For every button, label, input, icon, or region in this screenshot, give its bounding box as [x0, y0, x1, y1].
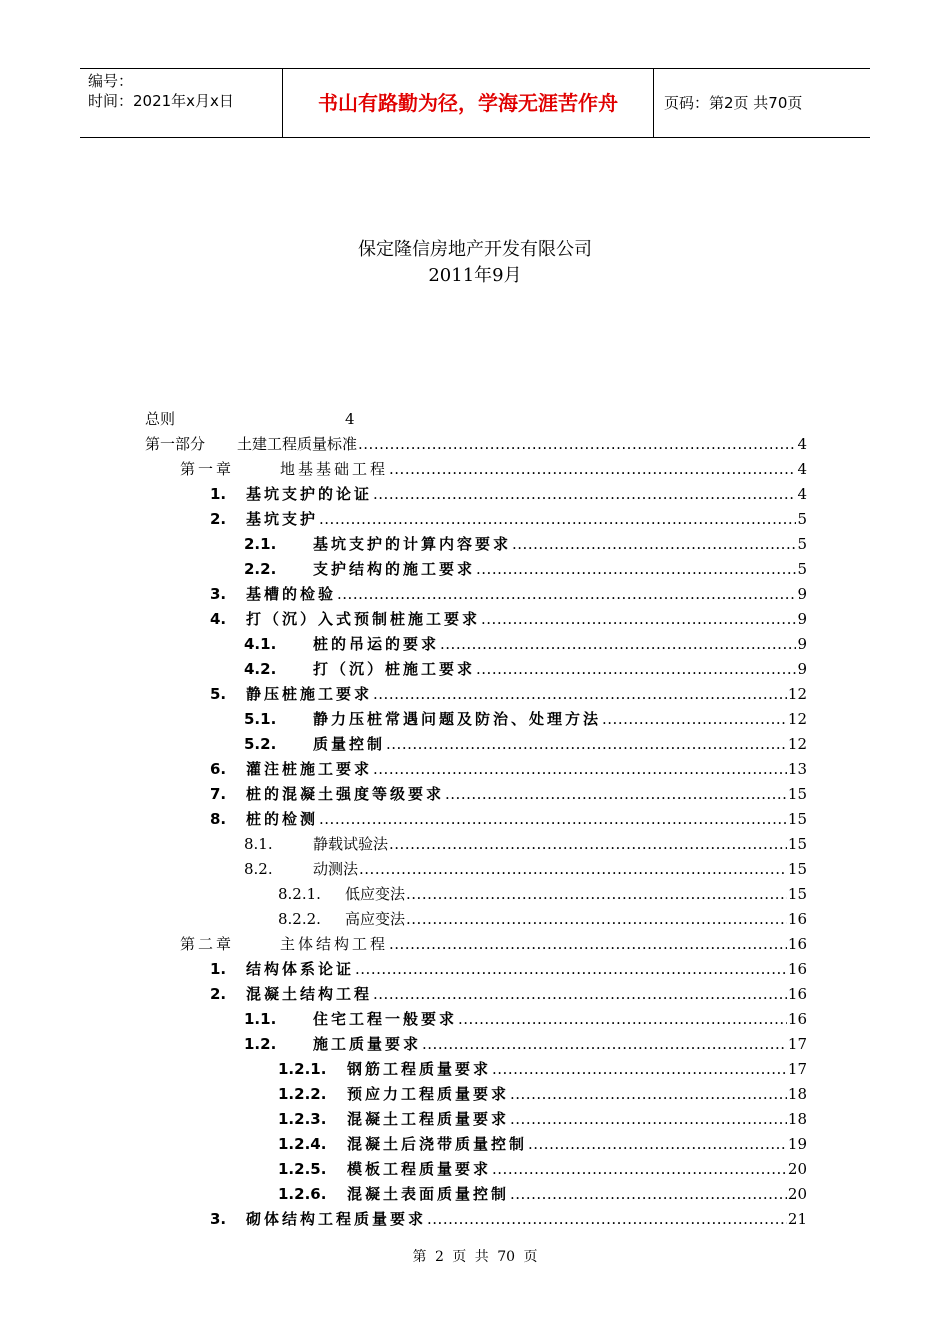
toc-number: 1.2.1.: [278, 1060, 327, 1078]
toc-title: 混凝土后浇带质量控制: [347, 1135, 528, 1153]
toc-number: 8.2.: [244, 860, 273, 878]
document-date: 2011年9月: [428, 265, 522, 286]
toc-number: 1.: [210, 960, 227, 978]
toc-title: 静力压桩常遇问题及防治、处理方法: [313, 710, 602, 728]
toc-title: 模板工程质量要求: [347, 1160, 492, 1178]
toc-title: 主体结构工程: [280, 935, 389, 953]
toc-number: 2.1.: [244, 535, 277, 553]
header-meta: [80, 69, 283, 137]
toc-leader: [427, 1208, 787, 1230]
toc-entry[interactable]: [210, 583, 807, 605]
toc-title: 施工质量要求: [313, 1035, 422, 1053]
toc-title: 基坑支护的计算内容要求: [313, 535, 512, 553]
toc-page: 15: [787, 835, 807, 853]
toc-entry[interactable]: [210, 608, 807, 630]
toc-leader: [422, 1033, 787, 1055]
toc-leader: [476, 558, 796, 580]
toc-title: 动测法: [313, 860, 359, 878]
toc-number: 1.2.6.: [278, 1185, 327, 1203]
toc-title: 静压桩施工要求: [246, 685, 373, 703]
toc-leader: [492, 1158, 787, 1180]
toc-number: 3.: [210, 1210, 227, 1228]
toc-title: 住宅工程一般要求: [313, 1010, 458, 1028]
code-label: 编号：: [88, 72, 134, 90]
toc-title: 地基基础工程: [280, 460, 389, 478]
toc-leader: [445, 783, 787, 805]
toc-title: 混凝土工程质量要求: [347, 1110, 510, 1128]
toc-number: 7.: [210, 785, 227, 803]
toc-entry[interactable]: [210, 783, 807, 805]
toc-page: 4: [797, 435, 807, 453]
toc-page: 16: [787, 960, 807, 978]
toc-title: 结构体系论证: [246, 960, 355, 978]
toc-title: 质量控制: [313, 735, 386, 753]
toc-title: 桩的吊运的要求: [313, 635, 440, 653]
toc-entry[interactable]: [244, 708, 807, 730]
company-name: 保定隆信房地产开发有限公司: [358, 239, 592, 260]
toc-leader: [389, 458, 796, 480]
toc-entry[interactable]: [180, 458, 807, 480]
toc-number: 2.: [210, 985, 227, 1003]
toc-number: 1.2.3.: [278, 1110, 327, 1128]
toc-page: 13: [787, 760, 807, 778]
toc-title: 预应力工程质量要求: [347, 1085, 510, 1103]
toc-title: 桩的混凝土强度等级要求: [246, 785, 445, 803]
toc-number: 1.2.: [244, 1035, 277, 1053]
toc-entry[interactable]: [210, 983, 807, 1005]
toc-page: 4: [797, 460, 807, 478]
toc-page: 16: [787, 910, 807, 928]
toc-number: 1.: [210, 485, 227, 503]
toc-entry[interactable]: [210, 958, 807, 980]
toc-leader: [602, 708, 787, 730]
toc-page: 16: [787, 935, 807, 953]
toc-title: 基坑支护: [246, 510, 319, 528]
toc-leader: [440, 633, 796, 655]
toc-leader: [406, 883, 787, 905]
toc-page: 19: [787, 1135, 807, 1153]
toc-title: 静载试验法: [313, 835, 389, 853]
toc-entry[interactable]: [278, 1083, 807, 1105]
toc-entry[interactable]: [210, 683, 807, 705]
toc-number: 8.: [210, 810, 227, 828]
toc-leader: [406, 908, 787, 930]
toc-page: 5: [797, 510, 807, 528]
toc-number: 第一部分: [145, 435, 206, 453]
toc-page: 16: [787, 1010, 807, 1028]
toc-leader: [510, 1108, 787, 1130]
toc-number: 2.: [210, 510, 227, 528]
toc-title: 打（沉）入式预制桩施工要求: [246, 610, 481, 628]
toc-entry[interactable]: [244, 1033, 807, 1055]
toc-leader: [528, 1133, 787, 1155]
toc-page: 21: [787, 1210, 807, 1228]
toc-number: 2.2.: [244, 560, 277, 578]
page-footer: 第 2 页 共 70 页: [412, 1249, 538, 1265]
toc-number: 1.1.: [244, 1010, 277, 1028]
toc-entry[interactable]: [145, 433, 807, 455]
toc-number: 3.: [210, 585, 227, 603]
toc-leader: [510, 1083, 787, 1105]
toc-number: 5.1.: [244, 710, 277, 728]
toc-leader: [319, 808, 787, 830]
toc-number: 4.1.: [244, 635, 277, 653]
toc-entry[interactable]: [278, 1108, 807, 1130]
toc-title: 混凝土表面质量控制: [347, 1185, 510, 1203]
toc-number: 1.2.4.: [278, 1135, 327, 1153]
toc-leader: [359, 858, 787, 880]
toc-title: 基槽的检验: [246, 585, 337, 603]
toc-leader: [373, 758, 787, 780]
toc-leader: [492, 1058, 787, 1080]
toc-number: 6.: [210, 760, 227, 778]
toc-number: 第二章: [180, 935, 235, 953]
header-motto: 书山有路勤为径，学海无涯苦作舟: [283, 69, 654, 137]
toc-entry[interactable]: [278, 908, 807, 930]
toc-leader: [373, 983, 787, 1005]
toc-leader: [389, 833, 787, 855]
toc-number: 8.2.2.: [278, 910, 321, 928]
toc-leader: [386, 733, 787, 755]
toc-number: 4.: [210, 610, 227, 628]
toc-title: 土建工程质量标准: [237, 435, 358, 453]
toc-page: 18: [787, 1110, 807, 1128]
toc-page: 15: [787, 885, 807, 903]
toc-entry[interactable]: [244, 658, 807, 680]
header-page-info: 页码：第2页 共70页: [664, 94, 803, 112]
toc-number: 5.2.: [244, 735, 277, 753]
toc-number: 第一章: [180, 460, 235, 478]
toc-page: 9: [797, 660, 807, 678]
toc-title: 钢筋工程质量要求: [347, 1060, 492, 1078]
toc-entry[interactable]: [210, 1208, 807, 1230]
toc-page: 12: [787, 735, 807, 753]
toc-page: 18: [787, 1085, 807, 1103]
toc-title: 基坑支护的论证: [246, 485, 373, 503]
toc-page: 5: [797, 535, 807, 553]
toc-page: 17: [787, 1060, 807, 1078]
toc-number: 1.2.2.: [278, 1085, 327, 1103]
toc-entry[interactable]: [244, 833, 807, 855]
toc-entry[interactable]: [244, 1008, 807, 1030]
toc-entry[interactable]: [210, 758, 807, 780]
toc-leader: [389, 933, 787, 955]
toc-number: 8.2.1.: [278, 885, 321, 903]
toc-page: 9: [797, 585, 807, 603]
toc-page: 5: [797, 560, 807, 578]
toc-title: 高应变法: [345, 910, 406, 928]
toc-page: 15: [787, 860, 807, 878]
toc-leader: [337, 583, 796, 605]
toc-page: 9: [797, 610, 807, 628]
toc-entry[interactable]: [244, 533, 807, 555]
toc-leader: [512, 533, 796, 555]
toc-entry[interactable]: [278, 1133, 807, 1155]
toc-title: 灌注桩施工要求: [246, 760, 373, 778]
toc-title: 支护结构的施工要求: [313, 560, 476, 578]
toc-number: 1.2.5.: [278, 1160, 327, 1178]
toc-leader: [476, 658, 796, 680]
toc-entry[interactable]: [210, 808, 807, 830]
toc-number: 总则: [145, 410, 176, 428]
toc-title: 砌体结构工程质量要求: [246, 1210, 427, 1228]
toc-number: 4.2.: [244, 660, 277, 678]
toc-leader: [373, 483, 796, 505]
toc-entry[interactable]: [210, 483, 807, 505]
toc-leader: [358, 433, 796, 455]
toc-title: 桩的检测: [246, 810, 319, 828]
toc-leader: [458, 1008, 787, 1030]
toc-entry[interactable]: [244, 558, 807, 580]
toc-page: 9: [797, 635, 807, 653]
toc-entry[interactable]: [278, 1058, 807, 1080]
toc-number: 8.1.: [244, 835, 273, 853]
toc-page: 15: [787, 810, 807, 828]
toc-title: 打（沉）桩施工要求: [313, 660, 476, 678]
page-header: [80, 68, 870, 138]
toc-title: 混凝土结构工程: [246, 985, 373, 1003]
toc-page: 20: [787, 1160, 807, 1178]
toc-page: 4: [345, 410, 355, 428]
toc-entry[interactable]: [244, 633, 807, 655]
toc-entry[interactable]: [278, 1183, 807, 1205]
toc-page: 17: [787, 1035, 807, 1053]
toc-page: 15: [787, 785, 807, 803]
toc-entry[interactable]: [244, 733, 807, 755]
toc-leader: [510, 1183, 787, 1205]
toc-title: 低应变法: [345, 885, 406, 903]
toc-page: 12: [787, 710, 807, 728]
toc-page: 16: [787, 985, 807, 1003]
time-label: 时间：2021年x月x日: [88, 92, 234, 110]
toc-entry[interactable]: [278, 883, 807, 905]
toc-entry[interactable]: [145, 408, 805, 430]
toc-leader: [319, 508, 796, 530]
toc-entry[interactable]: [278, 1158, 807, 1180]
toc-number: 5.: [210, 685, 227, 703]
toc-page: 20: [787, 1185, 807, 1203]
toc-page: 12: [787, 685, 807, 703]
toc-entry[interactable]: [210, 508, 807, 530]
toc-entry[interactable]: [244, 858, 807, 880]
toc-entry[interactable]: [180, 933, 807, 955]
toc-leader: [355, 958, 787, 980]
toc-page: 4: [797, 485, 807, 503]
toc-leader: [373, 683, 787, 705]
toc-leader: [481, 608, 796, 630]
